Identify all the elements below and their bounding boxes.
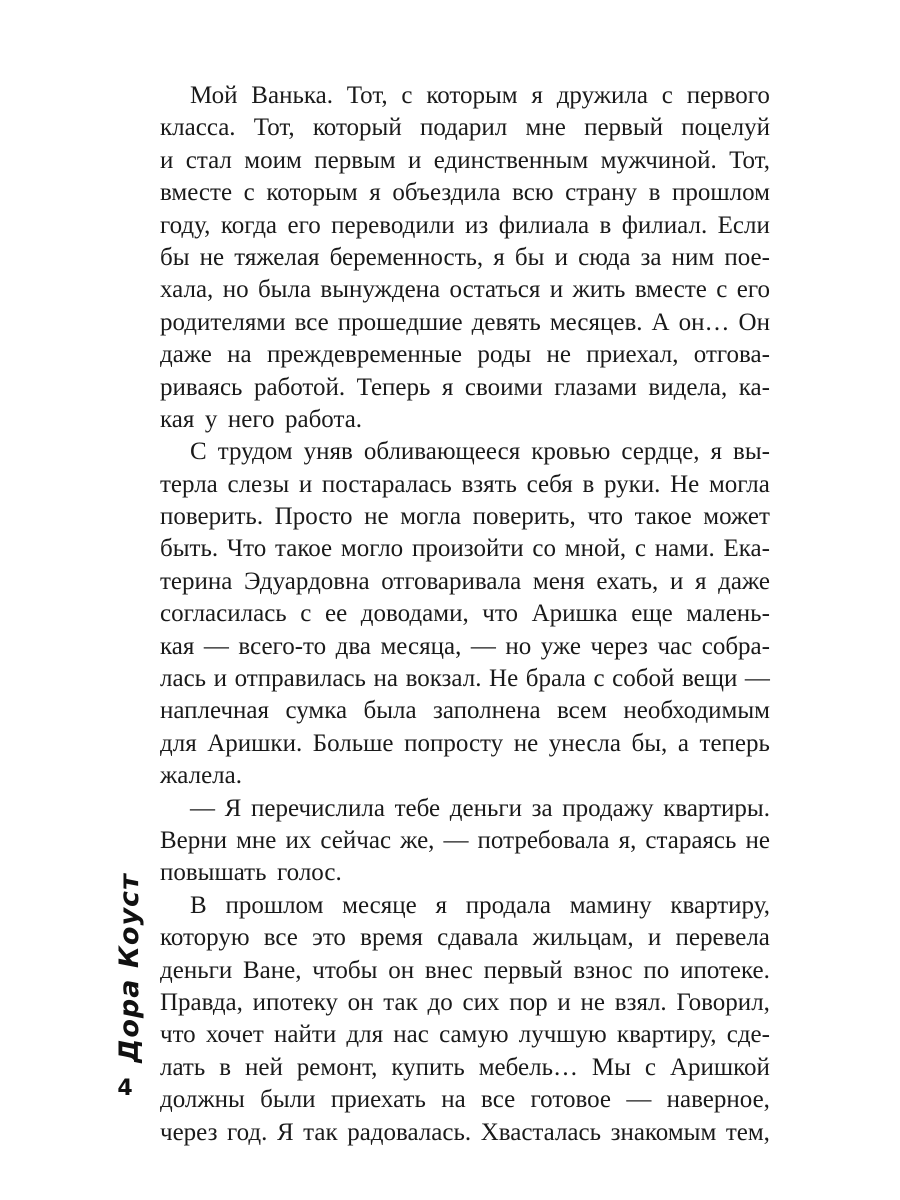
text-line: кая у него работа. xyxy=(160,405,363,433)
text-line: через год. Я так радовалась. Хвасталась знакомым тем, xyxy=(160,1118,770,1146)
text-line: которую все это время сдавала жильцам, и перевела xyxy=(160,924,770,952)
text-line: для Аришки. Больше попросту не унесла бы, а теперь xyxy=(160,729,770,757)
text-line: деньги Ване, чтобы он внес первый взнос по ипотеке. xyxy=(160,956,770,984)
text-line: кая — всего-то два месяца, — но уже через час собра- xyxy=(160,632,770,660)
text-line: должны были приехать на все готовое — наверное, xyxy=(160,1086,770,1114)
text-line: году, когда его переводили из филиала в филиал. Если xyxy=(160,211,770,239)
text-line: В прошлом месяце я продала мамину квартиру, xyxy=(190,891,770,919)
author-mark xyxy=(104,873,154,1063)
text-line: наплечная сумка была заполнена всем необходимым xyxy=(160,697,770,725)
text-line: Мой Ванька. Тот, с которым я дружила с первого xyxy=(190,82,770,109)
text-line: лась и отправилась на вокзал. Не брала с собой вещи — xyxy=(160,665,770,693)
text-line: терла слезы и постаралась взять себя в руки. Не могла xyxy=(160,470,770,498)
text-line: хала, но была вынуждена остаться и жить вместе с его xyxy=(160,276,770,304)
author-name: Дорa Коуст xyxy=(113,873,145,1063)
text-line: бы не тяжелая беременность, я бы и сюда за ним пое- xyxy=(160,243,770,271)
text-line: Правда, ипотеку он так до сих пор и не взял. Говорил, xyxy=(160,988,770,1016)
text-line: родителями все прошедшие девять месяцев. А он… Он xyxy=(160,308,770,336)
text-line: жалела. xyxy=(160,762,242,790)
text-line: Верни мне их сейчас же, — потребовала я, стараясь не xyxy=(160,826,770,854)
text-line: поверить. Просто не могла поверить, что такое может xyxy=(160,503,770,531)
text-line: терина Эдуардовна отговаривала меня ехать, и я даже xyxy=(160,567,770,595)
text-line: согласилась с ее доводами, что Аришка еще малень- xyxy=(160,600,770,628)
text-line: С трудом уняв обливающееся кровью сердце, я вы- xyxy=(190,438,770,466)
text-line: вместе с которым я объездила всю страну в прошлом xyxy=(160,179,770,207)
text-line: что хочет найти для нас самую лучшую квартиру, сде- xyxy=(160,1021,770,1049)
body-text xyxy=(160,80,770,1149)
text-line: быть. Что такое могло произойти со мной, с нами. Ека- xyxy=(160,535,770,563)
text-line: лать в ней ремонт, купить мебель… Мы с Аришкой xyxy=(160,1053,770,1081)
text-line: риваясь работой. Теперь я своими глазами видела, ка- xyxy=(160,373,770,401)
text-line: повышать голос. xyxy=(160,859,342,887)
text-line: и стал моим первым и единственным мужчиной. Тот, xyxy=(160,146,770,174)
text-line: класса. Тот, который подарил мне первый поцелуй xyxy=(160,114,770,142)
text-line: — Я перечислила тебе деньги за продажу квартиры. xyxy=(190,794,770,822)
text-line: даже на преждевременные роды не приехал, отгова- xyxy=(160,341,770,369)
page-number: 4 xyxy=(117,1076,133,1101)
